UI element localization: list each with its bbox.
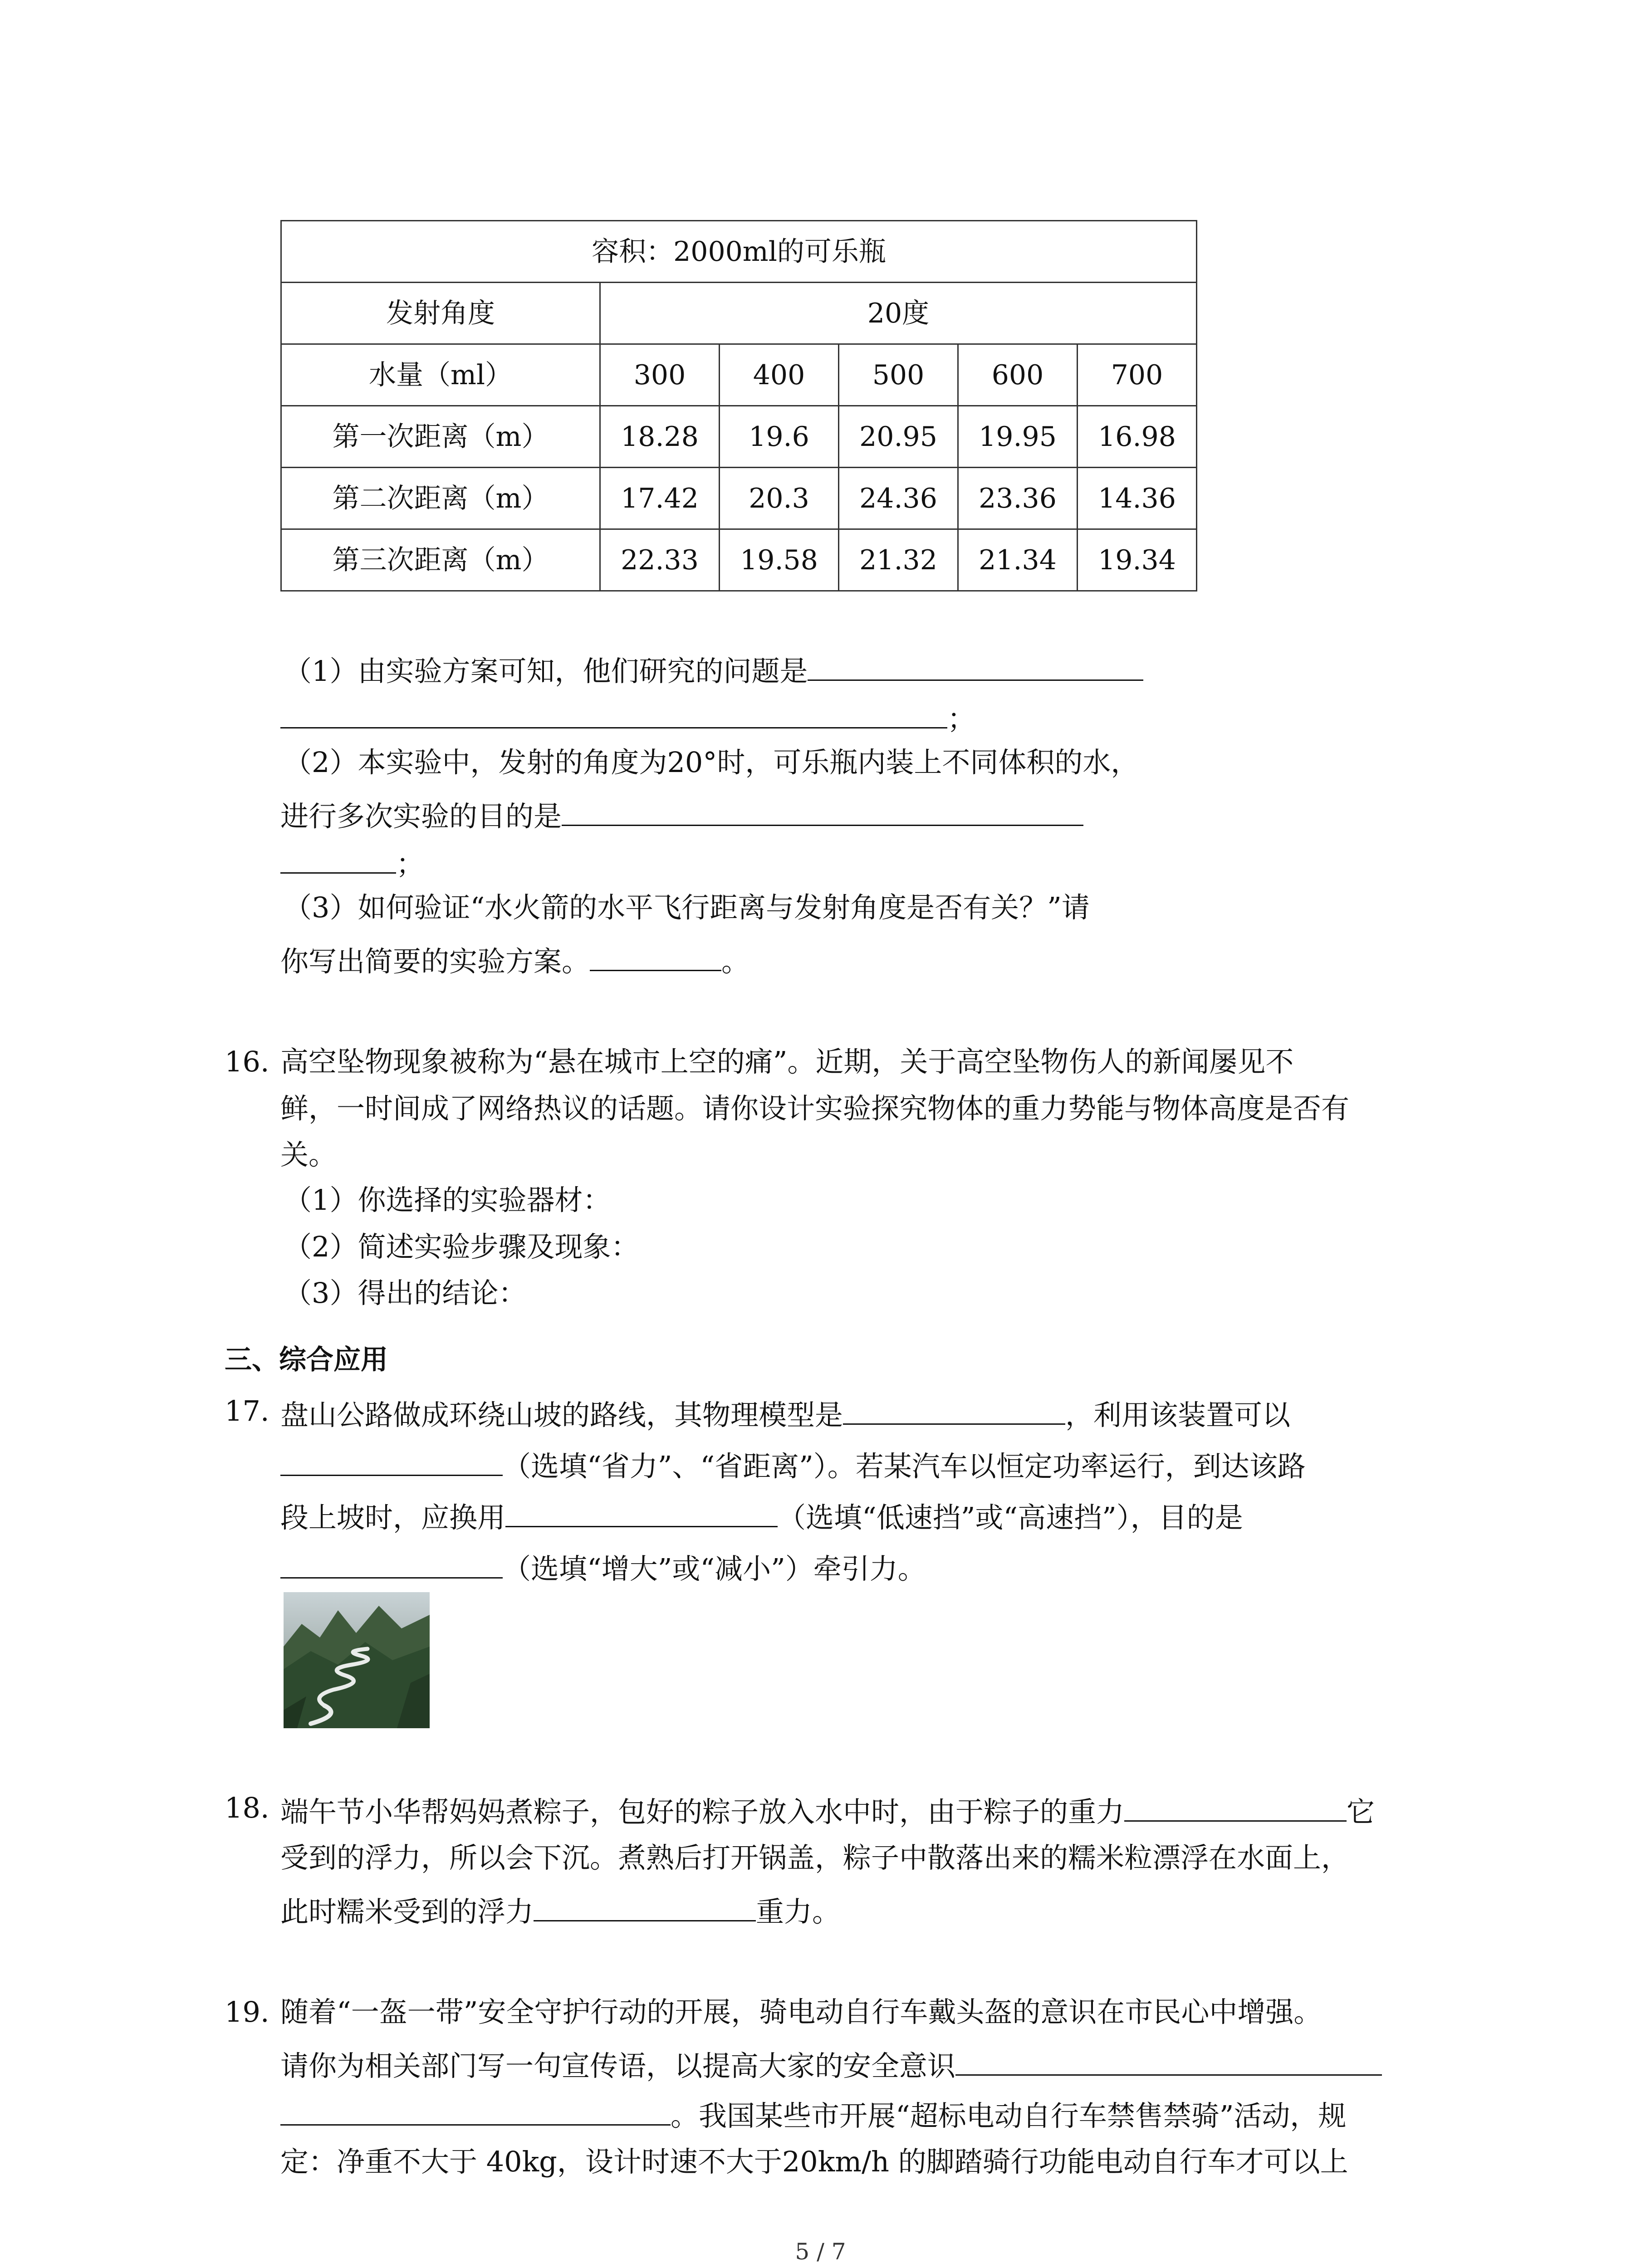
q18-text: 重力。 [756,1895,841,1928]
q16-sub3: （3）得出的结论： [284,1276,527,1310]
answer-blank[interactable] [280,1551,503,1579]
table-cell: 23.36 [958,468,1078,529]
q17-text: 盘山公路做成环绕山坡的路线，其物理模型是 [280,1398,843,1432]
table-row [281,529,1197,591]
q19-line2 [280,2048,1382,2080]
table-cell: 14.36 [1078,468,1197,529]
q15-part3-end: 。 [721,945,750,978]
answer-blank[interactable] [534,1894,756,1921]
table-cell: 19.34 [1078,529,1197,591]
table-cell: 20.3 [720,468,839,529]
q15-part1 [284,653,1143,688]
q19-line4: 定：净重不大于 40kg，设计时速不大于20km/h 的脚踏骑行功能电动自行车才可以上 [280,2145,1348,2178]
answer-blank[interactable] [562,798,1083,826]
question-number: 17. [225,1394,269,1427]
q18-text: 端午节小华帮妈妈煮粽子，包好的粽子放入水中时，由于粽子的重力 [280,1795,1125,1828]
q17-line4 [280,1551,926,1583]
table-cell: 19.58 [720,529,839,591]
table-cell: 16.98 [1078,406,1197,468]
q17-text: （选填“低速挡”或“高速挡”），目的是 [778,1501,1243,1534]
section-heading: 三、综合应用 [225,1344,388,1376]
table-cell: 21.34 [958,529,1078,591]
q16-line3: 关。 [280,1138,337,1171]
table-row [281,468,1197,529]
q19-line1: 随着“一盔一带”安全守护行动的开展，骑电动自行车戴头盔的意识在市民心中增强。 [280,1995,1322,2028]
water-label: 水量（ml） [281,344,600,406]
row-label: 第二次距离（m） [281,468,600,529]
answer-blank[interactable] [843,1397,1065,1425]
row-label: 第三次距离（m） [281,529,600,591]
angle-value: 20度 [600,283,1197,344]
table-cell: 20.95 [839,406,958,468]
water-rocket-table [280,220,1197,591]
table-cell: 24.36 [839,468,958,529]
table-cell: 19.6 [720,406,839,468]
question-number: 19. [225,1995,269,2028]
table-cell: 21.32 [839,529,958,591]
q16-sub2: （2）简述实验步骤及现象： [284,1230,639,1263]
q18-text: 此时糯米受到的浮力 [280,1895,534,1928]
question-number: 16. [225,1045,269,1078]
page-number: 5 / 7 [795,2239,846,2265]
q15-part2-cont [280,798,1083,831]
angle-label: 发射角度 [281,283,600,344]
water-value: 400 [720,344,839,406]
q18-line1 [280,1794,1375,1826]
table-cell: 17.42 [600,468,720,529]
q17-text: 段上坡时，应换用 [280,1501,506,1534]
q15-part2-end-line [280,846,424,878]
q19-text: 请你为相关部门写一句宣传语，以提高大家的安全意识 [280,2049,956,2082]
q17-text: （选填“省力”、“省距离”）。若某汽车以恒定功率运行，到达该路 [503,1450,1306,1483]
table-caption: 容积：2000ml的可乐瓶 [281,221,1197,283]
q16-line2: 鲜，一时间成了网络热议的话题。请你设计实验探究物体的重力势能与物体高度是否有 [280,1092,1350,1125]
table-cell: 18.28 [600,406,720,468]
mountain-road-image [284,1592,430,1728]
water-value: 700 [1078,344,1197,406]
answer-blank[interactable] [280,2098,671,2126]
table-cell: 19.95 [958,406,1078,468]
q16-line1: 高空坠物现象被称为“悬在城市上空的痛”。近期，关于高空坠物伤人的新闻屡见不 [280,1045,1294,1078]
q16-sub1: （1）你选择的实验器材： [284,1183,611,1217]
table-row [281,406,1197,468]
q17-line3 [280,1500,1243,1532]
q15-part2-end: ； [396,847,425,880]
q15-part1-text: （1）由实验方案可知，他们研究的问题是 [284,655,808,688]
q15-part3-cont [280,943,749,976]
q17-line1 [280,1397,1291,1432]
q17-text: （选填“增大”或“减小”）牵引力。 [503,1552,926,1585]
q15-part3: （3）如何验证“水火箭的水平飞行距离与发射角度是否有关？”请 [284,891,1090,924]
water-value: 600 [958,344,1078,406]
answer-blank[interactable] [955,2048,1382,2076]
q15-part1-cont [280,701,975,733]
q19-text: 。我国某些市开展“超标电动自行车禁售禁骑”活动，规 [671,2099,1347,2132]
water-value: 300 [600,344,720,406]
q19-line3 [280,2098,1346,2130]
q15-part3-text: 你写出简要的实验方案。 [280,945,590,978]
q18-text: 它 [1347,1795,1375,1828]
answer-blank[interactable] [808,653,1143,681]
question-number: 18. [225,1791,269,1824]
answer-blank[interactable] [280,701,947,728]
q15-part1-end: ； [947,702,976,735]
q17-line2 [280,1448,1306,1481]
q15-part2: （2）本实验中，发射的角度为20°时，可乐瓶内装上不同体积的水， [284,746,1139,779]
q18-line2: 受到的浮力，所以会下沉。煮熟后打开锅盖，粽子中散落出来的糯米粒漂浮在水面上， [280,1841,1350,1874]
answer-blank[interactable] [505,1500,778,1527]
table-cell: 22.33 [600,529,720,591]
answer-blank[interactable] [280,1448,503,1476]
q17-text: ，利用该装置可以 [1065,1398,1291,1432]
water-value: 500 [839,344,958,406]
answer-blank[interactable] [280,846,396,874]
row-label: 第一次距离（m） [281,406,600,468]
answer-blank[interactable] [590,943,721,971]
q15-part2-text: 进行多次实验的目的是 [280,800,562,833]
q18-line3 [280,1894,840,1926]
answer-blank[interactable] [1124,1794,1347,1822]
